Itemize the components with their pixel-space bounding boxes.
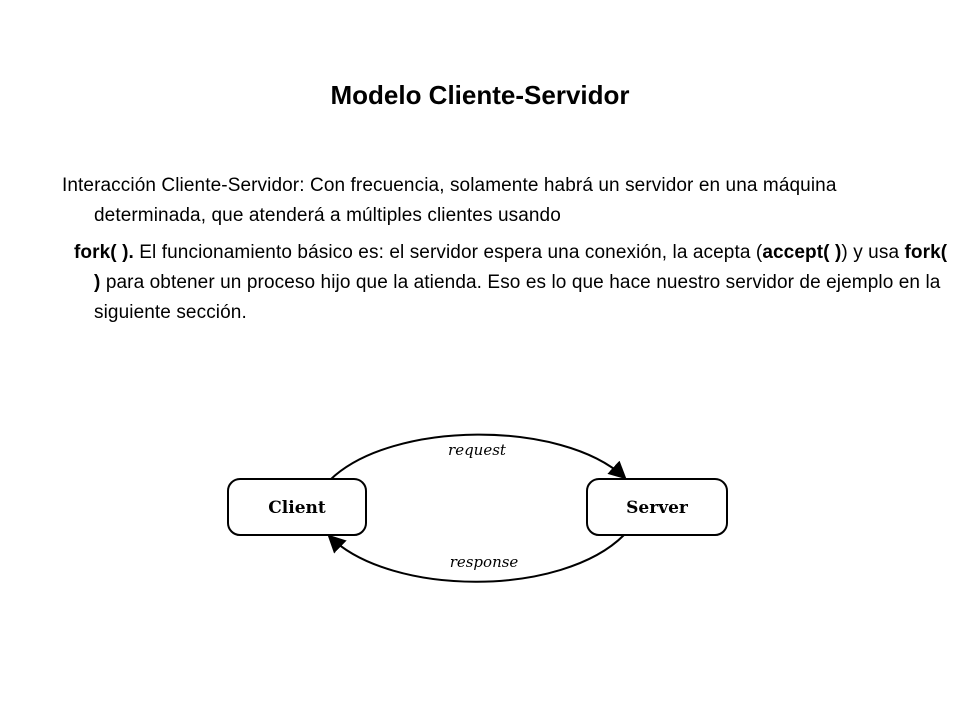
response-label: response [449,553,519,571]
paragraph-fork-text-1: El funcionamiento básico es: el servidor espera una conexión, la acepta ( [133,242,763,263]
paragraph-fork-text-3: para obtener un proceso hijo que la atienda. Eso es lo que hace nuestro servidor de ejemplo en la siguiente sección. [94,272,941,323]
fork-code-2: fork( ) [94,242,948,293]
paragraph-interaction: Interacción Cliente-Servidor: Con frecuencia, solamente habrá un servidor en una máquina determinada, que atenderá a múltiples clientes usando [62,175,837,226]
fork-code-1: fork( ). [74,242,134,263]
accept-code: accept( ) [762,242,842,263]
slide-title: Modelo Cliente-Servidor [330,80,630,110]
server-label: Server [626,498,688,518]
paragraph-fork-text-2: ) y usa [841,242,905,263]
client-server-diagram [222,425,732,595]
client-label: Client [268,498,326,518]
request-label: request [448,441,506,459]
paragraph-fork [62,238,954,328]
